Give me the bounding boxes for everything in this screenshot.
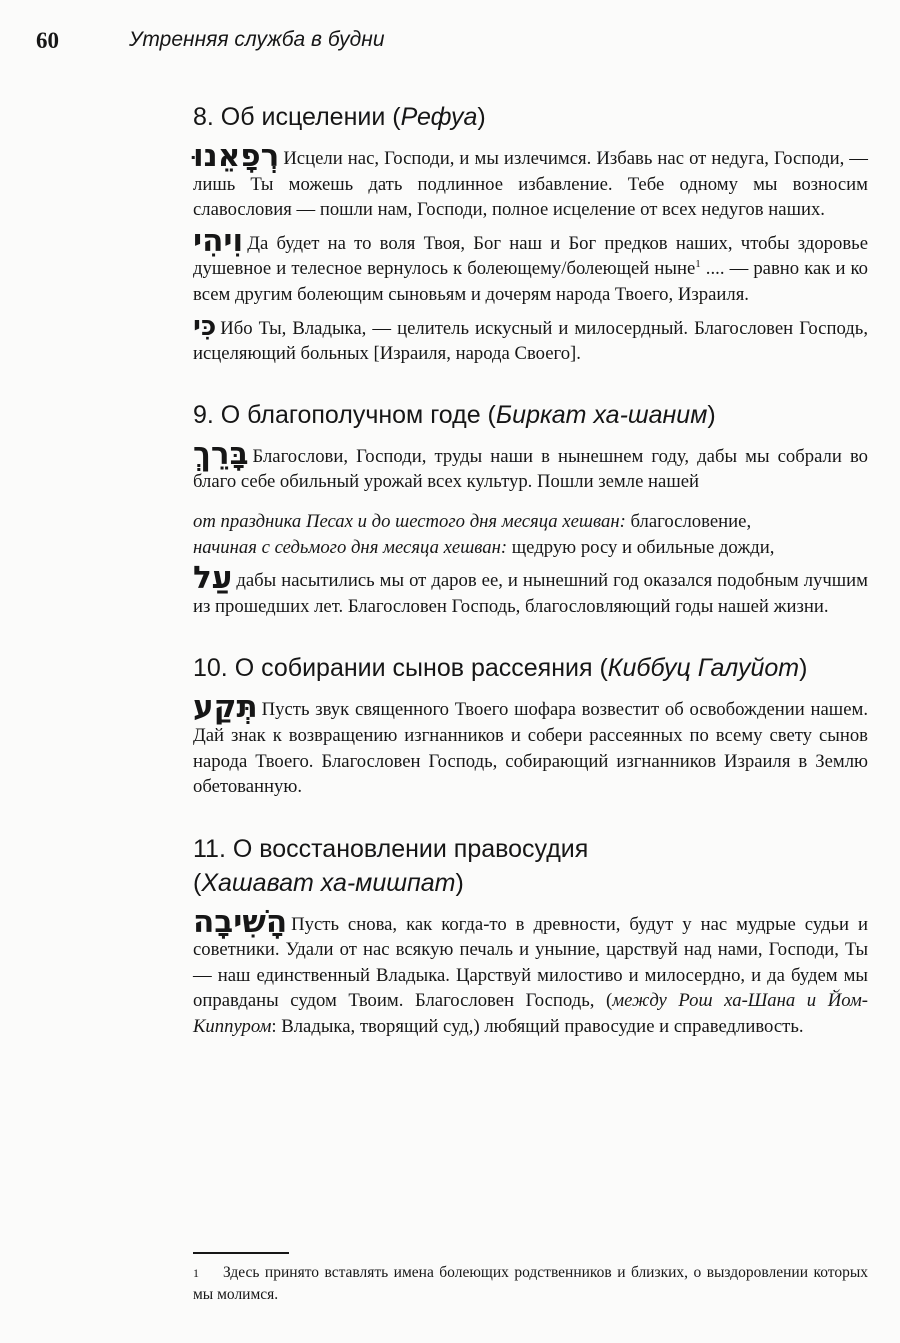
seasonal-line-1: от праздника Песах и до шестого дня месяца хешван: благословение, bbox=[193, 510, 752, 532]
running-head bbox=[36, 28, 876, 60]
paragraph-vihi: וִיהִי Да будет на то воля Твоя, Бог наш и Бог предков наших, чтобы здоровье душевное и телесное вернулось к болеющему/болеющей ныне$^1$ .... — равно как и ко всем другим болеющим сыновьям и дочерям народа Твоего, Израиля. bbox=[193, 222, 868, 305]
section-heading-11: 11. О восстановлении правосудия (Хашават ха-мишпат) bbox=[193, 834, 589, 897]
paragraph-al: עַל дабы насытились мы от даров ее, и нынешний год оказался подобным лучшим из прошедших лет. Благословен Господь, благословляющий годы нашей жизни. bbox=[193, 560, 868, 617]
paragraph-hashiva: הָשִׁיבָה Пусть снова, как когда-то в древности, будут у нас мудрые судьи и советники. Удали от нас всякую печаль и уныние, царствуй над нами, Господи, Ты — наш единственный Владыка. Царствуй милостиво и милосердно, и да будем мы оправданы судом Твоим. Благословен Господь, (между Рош ха-Шана и Йом-Киппуром: Владыка, творящий суд,) любящий правосудие и справедливость. bbox=[193, 903, 868, 1038]
footnote-ref: 1 bbox=[695, 258, 701, 271]
hebrew-initial-word: בָּרֵךְ bbox=[193, 435, 249, 472]
section-heading-8: 8. Об исцелении (Рефуа) bbox=[193, 103, 486, 131]
paragraph-barekh: בָּרֵךְ Благослови, Господи, труды наши в нынешнем году, дабы мы собрали во благо себе обильный урожай всех культур. Пошли земле нашей bbox=[193, 435, 868, 493]
page-number: 60 bbox=[36, 28, 59, 53]
footnote-text: Здесь принято вставлять имена болеющих родственников и близких, о выздоровлении которых мы молимся. bbox=[193, 1264, 868, 1303]
footnote-number: 1 bbox=[193, 1266, 199, 1280]
running-title: Утренняя служба в будни bbox=[129, 28, 385, 51]
hebrew-initial-word: תְּקַע bbox=[193, 689, 258, 726]
hebrew-initial-word: כִּי bbox=[193, 310, 217, 342]
section-heading-10: 10. О собирании сынов рассеяния (Киббуц Галуйот) bbox=[193, 654, 808, 683]
footnote-divider bbox=[193, 1252, 289, 1254]
hebrew-initial-word: וִיהִי bbox=[193, 222, 244, 259]
paragraph-refaenu: רְפָאֵנוּ Исцели нас, Господи, и мы излечимся. Избавь нас от недуга, Господи, — лишь Ты можешь дать подлинное избавление. Тебе одному мы возносим славословия — пошли нам, Господи, полное исцеление от всех недугов наших. bbox=[193, 138, 868, 221]
seasonal-line-2: начиная с седьмого дня месяца хешван: щедрую росу и обильные дожди, bbox=[193, 536, 775, 558]
hebrew-initial-word: עַל bbox=[193, 560, 233, 597]
paragraph-seasonal-insert bbox=[193, 509, 868, 560]
section-heading-9: 9. О благополучном годе (Биркат ха-шаним) bbox=[193, 400, 716, 429]
page-content bbox=[193, 100, 868, 1048]
paragraph-teka: תְּקַע Пусть звук священного Твоего шофара возвестит об освобождении нашем. Дай знак к возвращению изгнанников и собери рассеянных по всему свету сынов народа Твоего. Благословен Господь, собирающий изгнанников Израиля в Землю обетованную. bbox=[193, 689, 868, 798]
hebrew-initial-word: רְפָאֵנוּ bbox=[193, 138, 280, 174]
paragraph-ki: כִּי Ибо Ты, Владыка, — целитель искусный и милосердный. Благословен Господь, исцеляющий больных [Израиля, народа Своего]. bbox=[193, 310, 868, 365]
hebrew-initial-word: הָשִׁיבָה bbox=[193, 903, 288, 940]
footnote bbox=[193, 1262, 868, 1306]
